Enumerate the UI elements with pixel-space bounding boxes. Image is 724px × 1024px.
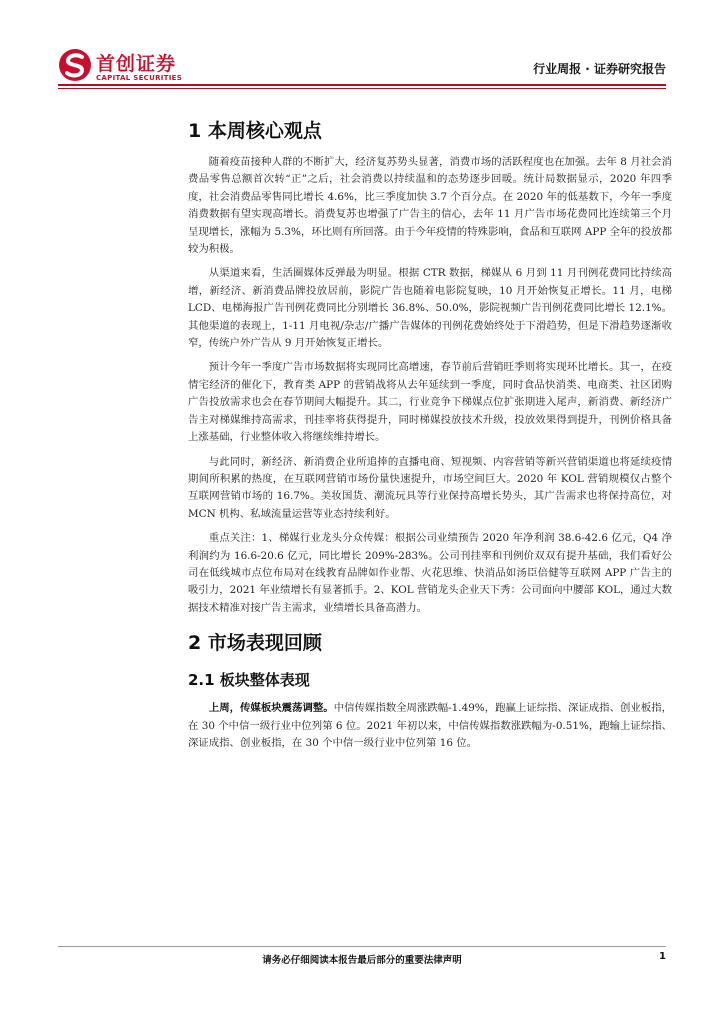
legal-disclaimer: 请务必仔细阅读本报告最后部分的重要法律声明 xyxy=(262,955,462,966)
paragraph: 从渠道来看，生活圈媒体反弹最为明显。根据 CTR 数据，梯媒从 6 月到 11 月刊例花费同比持续高增，新经济、新消费品牌投放居前，影院广告也随着电影院复映，10 月开始恢复正增长。11 月，电梯 LCD、电梯海报广告刊例花费同比分别增长 36.8%、50.0%，影院视频广告刊例花费同比增长 12.1%。其他渠道的表现上，1-11 月电视/杂志/广播广告媒体的刊例花费始终处于下滑趋势，但是下滑趋势逐渐收窄，传统户外广告从 9 月开始恢复正增长。 xyxy=(188,267,672,350)
footer-divider xyxy=(58,946,666,947)
paragraph: 随着疫苗接种人群的不断扩大，经济复苏势头显著，消费市场的活跃程度也在加强。去年 8 月社会消费品零售总额首次转“正”之后，社会消费以持续温和的态势逐步回暖。统计局数据显示，2020 年四季度，社会消费品零售同比增长 4.6%，比三季度加快 3.7 个百分点。在 2020 年的低基数下，今年一季度消费数据有望实现高增长。消费复苏也增强了广告主的信心，去年 11 月广告市场花费同比连续第三个月呈现增长，涨幅为 5.3%，环比则有所回落。由于今年疫情的特殊影响，食品和互联网 APP 全年的投放都较为积极。 xyxy=(188,156,672,256)
report-type-label: 行业周报 · 证券研究报告 xyxy=(533,62,666,76)
page-header xyxy=(0,0,724,92)
section-title-core-views: 1 本周核心观点 xyxy=(188,120,322,142)
report-body xyxy=(188,116,672,759)
logo-emblem-icon xyxy=(58,48,92,82)
paragraph xyxy=(188,700,672,752)
header-divider xyxy=(58,84,666,86)
subsection-title-sector-performance: 2.1 板块整体表现 xyxy=(188,671,310,690)
paragraph: 与此同时，新经济、新消费企业所追捧的直播电商、短视频、内容营销等新兴营销渠道也将延续疫情期间所积累的热度，在互联网营销市场份量快速提升，市场空间巨大。2020 年 KOL 营销规模仅占整个互联网营销市场的 16.7%。美妆国货、潮流玩具等行业保持高增长势头，其广告需求也将保持高位，对 MCN 机构、私域流量运营等业态持续利好。 xyxy=(188,455,672,520)
section-title-market-review: 2 市场表现回顾 xyxy=(188,632,322,655)
paragraph-text: 中信传媒指数全周涨跌幅-1.49%，跑赢上证综指、深证成指、创业板指，在 30 个中信一级行业中位列第 6 位。2021 年初以来，中信传媒指数涨跌幅为-0.51%，跑输上证综指、深证成指、创业板指，在 30 个中信一级行业中位列第 16 位。 xyxy=(188,702,672,749)
page-number: 1 xyxy=(659,951,666,962)
logo-english-name: CAPITAL SECURITIES xyxy=(96,74,183,82)
header-divider-thin xyxy=(58,88,666,89)
paragraph: 重点关注：1、梯媒行业龙头分众传媒：根据公司业绩预告 2020 年净利润 38.6-42.6 亿元，Q4 净利润约为 16.6-20.6 亿元，同比增长 209%-283%。公司刊挂率和刊例价双双有提升基础，我们看好公司在低线城市点位布局对在线教育品牌如作业帮、火花思维、快消品如汤臣倍健等互联网 APP 广告主的吸引力，2021 年业绩增长有显著抓手。2、KOL 营销龙头企业天下秀：公司面向中腰部 KOL，通过大数据技术精准对接广告主需求，业绩增长具备高潜力。 xyxy=(188,532,672,614)
company-logo xyxy=(58,48,198,88)
paragraph: 预计今年一季度广告市场数据将实现同比高增速，春节前后营销旺季则将实现环比增长。其一，在疫情宅经济的催化下，教育类 APP 的营销战将从去年延续到一季度，同时食品快消类、电商类、社区团购广告投放需求也会在春节期间大幅提升。其二，行业竞争下梯媒点位扩张期进入尾声，新消费、新经济广告主对梯媒维持高需求，刊挂率将获得提升，同时梯媒投放技术升级，投放效果得到提升，刊例价格具备上涨基础，行业整体收入将继续维持增长。 xyxy=(188,361,672,444)
paragraph-lead: 上周，传媒板块震荡调整。 xyxy=(208,702,334,715)
logo-chinese-name: 首创证券 xyxy=(96,53,177,75)
